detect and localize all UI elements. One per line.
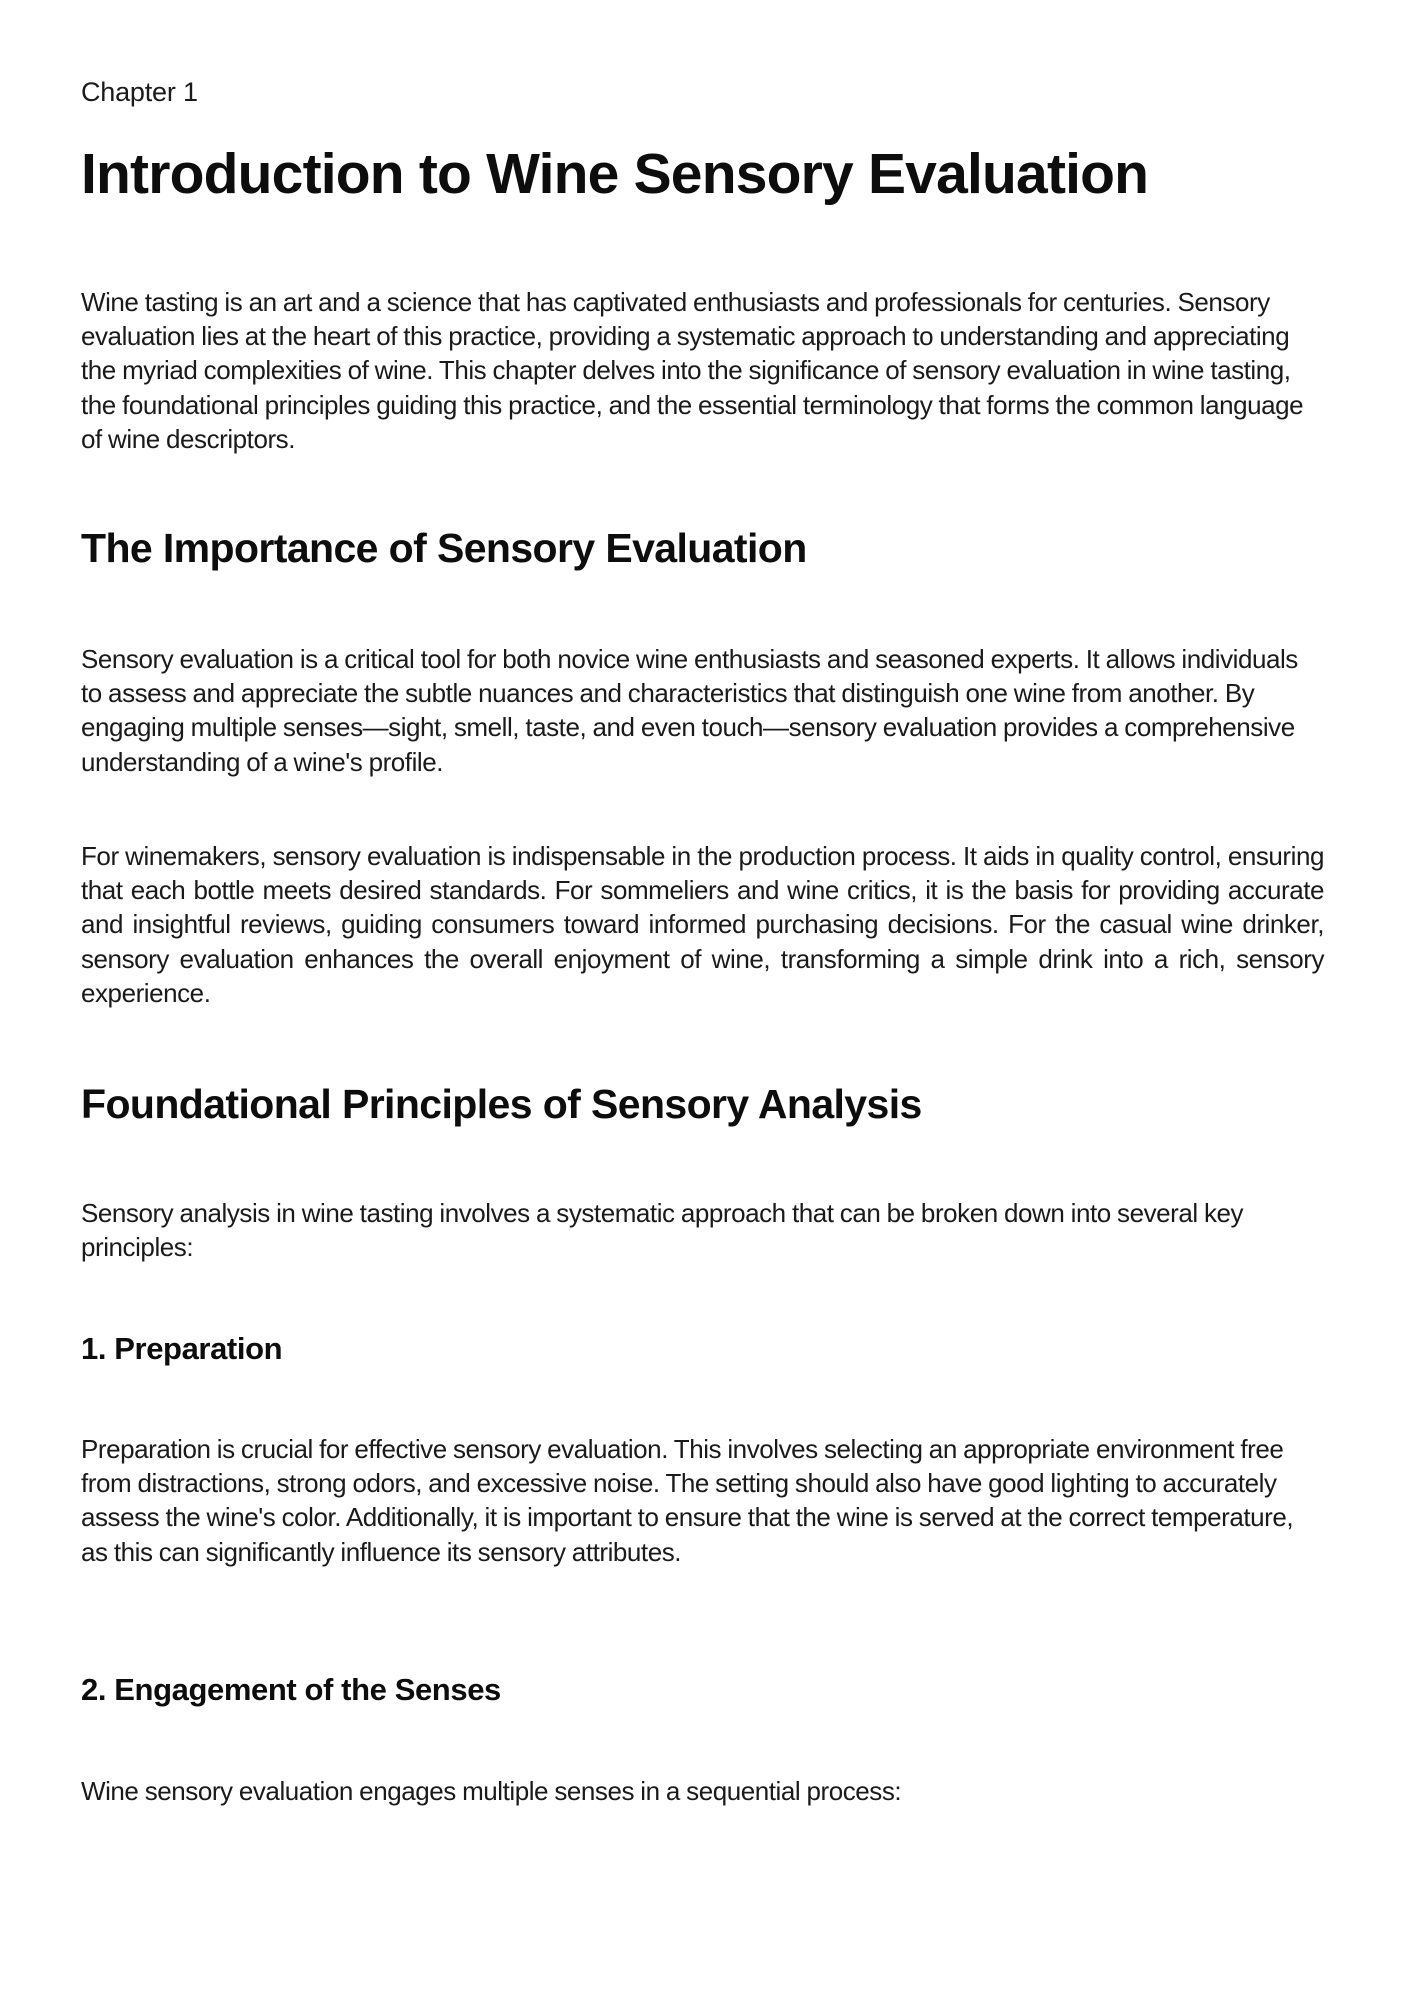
subsection-heading-engagement: 2. Engagement of the Senses (81, 1672, 501, 1707)
section-heading-importance: The Importance of Sensory Evaluation (81, 525, 807, 571)
chapter-title: Introduction to Wine Sensory Evaluation (81, 142, 1149, 206)
subsection-heading-preparation: 1. Preparation (81, 1331, 283, 1366)
principles-intro-paragraph: Sensory analysis in wine tasting involves a systematic approach that can be broken down into several key principles: (81, 1198, 1244, 1263)
importance-paragraph-2: For winemakers, sensory evaluation is indispensable in the production process. It aids in quality control, ensuring that each bottle meets desired standards. For sommeliers and wine critics, it is the basis for providing accurate and insightful reviews, guiding consumers toward informed purchasing decisions. For the casual wine drinker, sensory evaluation enhances the overall enjoyment of wine, transforming a simple drink into a rich, sensory experience. (81, 841, 1324, 1008)
chapter-label: Chapter 1 (81, 77, 198, 107)
importance-paragraph-1: Sensory evaluation is a critical tool for both novice wine enthusiasts and seasoned experts. It allows individuals to assess and appreciate the subtle nuances and characteristics that distinguish one wine from another. By engaging multiple senses—sight, smell, taste, and even touch—sensory evaluation provides a comprehensive understanding of a wine's profile. (81, 644, 1298, 777)
section-heading-foundational-principles: Foundational Principles of Sensory Analysis (81, 1081, 922, 1127)
intro-paragraph: Wine tasting is an art and a science that has captivated enthusiasts and professionals for centuries. Sensory evaluation lies at the heart of this practice, providing a systematic approach to understanding and appreciating the myriad complexities of wine. This chapter delves into the significance of sensory evaluation in wine tasting, the foundational principles guiding this practice, and the essential terminology that forms the common language of wine descriptors. (81, 287, 1304, 454)
engagement-paragraph: Wine sensory evaluation engages multiple senses in a sequential process: (81, 1776, 902, 1806)
preparation-paragraph: Preparation is crucial for effective sensory evaluation. This involves selecting an appropriate environment free from distractions, strong odors, and excessive noise. The setting should also have good lighting to accurately assess the wine's color. Additionally, it is important to ensure that the wine is served at the correct temperature, as this can significantly influence its sensory attributes. (81, 1434, 1294, 1567)
